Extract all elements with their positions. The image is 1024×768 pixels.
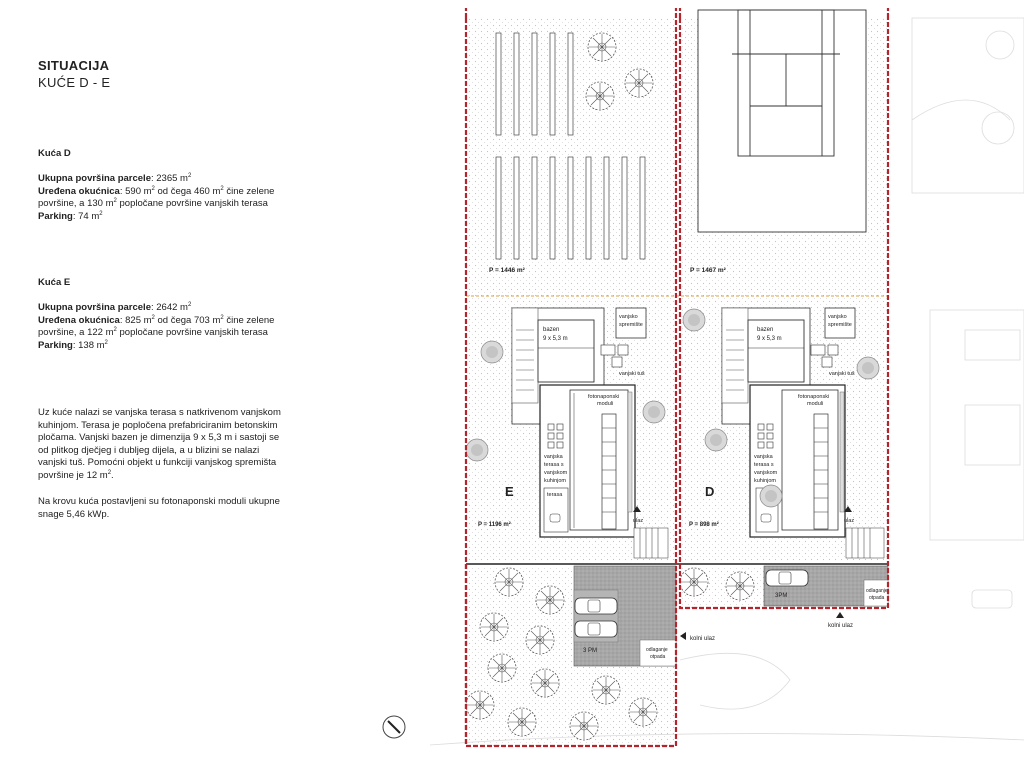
pool-e-label: bazen [543,327,560,333]
car-entrance-d: kolni ulaz [828,623,854,629]
house-d-parking-label: Parking [38,210,73,222]
parking-d-label: 3PM [775,593,788,599]
house-e-letter: E [505,484,514,499]
svg-text:spremište: spremište [828,322,852,328]
north-arrow-icon [383,716,405,738]
house-d-plot-label: Ukupna površina parcele [38,173,151,185]
shower-d-label: vanjski tuš [829,371,855,377]
page-subtitle: KUĆE D - E [38,75,111,90]
svg-text:kuhinjom: kuhinjom [544,478,567,484]
description-paragraph-2: Na krovu kuća postavljeni su fotonaponski moduli ukupne snage 5,46 kWp. [38,496,280,520]
house-d-yard-label: Uređena okućnica [38,185,120,197]
car-entrance-e: kolni ulaz [690,636,716,642]
house-e-parking-value: : 138 m [72,339,105,351]
entrance-e-label: ulaz [633,518,644,524]
kitchen-d-label: vanjska [754,454,773,460]
area-e-top: P = 1446 m² [489,267,525,274]
house-d-block: Kuća D Ukupna površina parcele: 2365 $m^2$ Uređena okućnica: 590 $m^2$ od čega 460 $m^2$ čine zelene površine, a 130 $m^2$ popločane površine vanjskih terasa Parking: 74 $m^2$ [38,148,275,222]
svg-text:terasa s: terasa s [754,462,774,468]
svg-text:vanjskom: vanjskom [544,470,568,476]
parking-e [574,566,676,666]
terrace-e-label: terasa [547,492,563,498]
svg-text:moduli: moduli [807,401,824,407]
page-title: SITUACIJA [38,58,110,73]
svg-text:moduli: moduli [597,401,614,407]
storage-d-label: vanjsko [828,314,847,320]
tennis-court [698,10,866,232]
entrance-d-label: ulaz [844,518,855,524]
area-e-house: P = 1196 m² [478,522,511,528]
svg-text:vanjskom: vanjskom [754,470,778,476]
storage-e-label: vanjsko [619,314,638,320]
waste-e-label: odlaganje [646,647,668,653]
svg-text:kuhinjom: kuhinjom [754,478,777,484]
house-e-parking-label: Parking [38,339,73,351]
house-d-plot-value: : 2365 m [150,173,188,185]
svg-text:otpada: otpada [869,595,885,601]
house-e-block: Kuća E Ukupna površina parcele: 2642 $m^2$ Uređena okućnica: 825 $m^2$ od čega 703 $m^2$ čine zelene površine, a 122 $m^2$ popločane površine vanjskih terasa Parking: 138 $m^2$ [38,277,275,351]
description-paragraph-1: Uz kuće nalazi se vanjska terasa s natkrivenom vanjskom kuhinjom. Terasa je popločena prefabriciranim betonskim pločama. Vanjski bazen je dimenzija 9 x 5,3 m i sastoji se od plitkog dječjeg i dubljeg dijela, a u blizini se nalazi vanjski tuš. Pomoćni objekt u funkciji vanjskog spremišta površine je 12 $m^2$. [38,407,281,481]
area-d-house: P = 898 m² [689,522,719,528]
house-d-heading: Kuća D [38,148,71,159]
pv-d-label: fotonaponski [798,394,830,400]
house-d-letter: D [705,484,715,499]
svg-text:spremište: spremište [619,322,643,328]
house-e-heading: Kuća E [38,277,71,288]
pool-d-label: bazen [757,327,774,333]
parking-e-label: 3 PM [583,648,598,654]
house-e-yard-label: Uređena okućnica [38,314,120,326]
svg-text:terasa s: terasa s [544,462,564,468]
house-e-plot-label: Ukupna površina parcele [38,302,151,314]
waste-d-label: odlaganje [866,588,888,594]
area-d-top: P = 1467 m² [690,267,726,274]
shower-e-label: vanjski tuš [619,371,645,377]
kitchen-e-label: vanjska [544,454,563,460]
parking-d [764,566,888,606]
svg-text:otpada: otpada [650,654,666,660]
pool-d-dims: 9 x 5,3 m [757,336,782,342]
pv-e-label: fotonaponski [588,394,620,400]
pool-e-dims: 9 x 5,3 m [543,336,568,342]
house-e-plot-value: : 2642 m [150,302,188,314]
house-d-parking-value: : 74 m [72,210,100,222]
